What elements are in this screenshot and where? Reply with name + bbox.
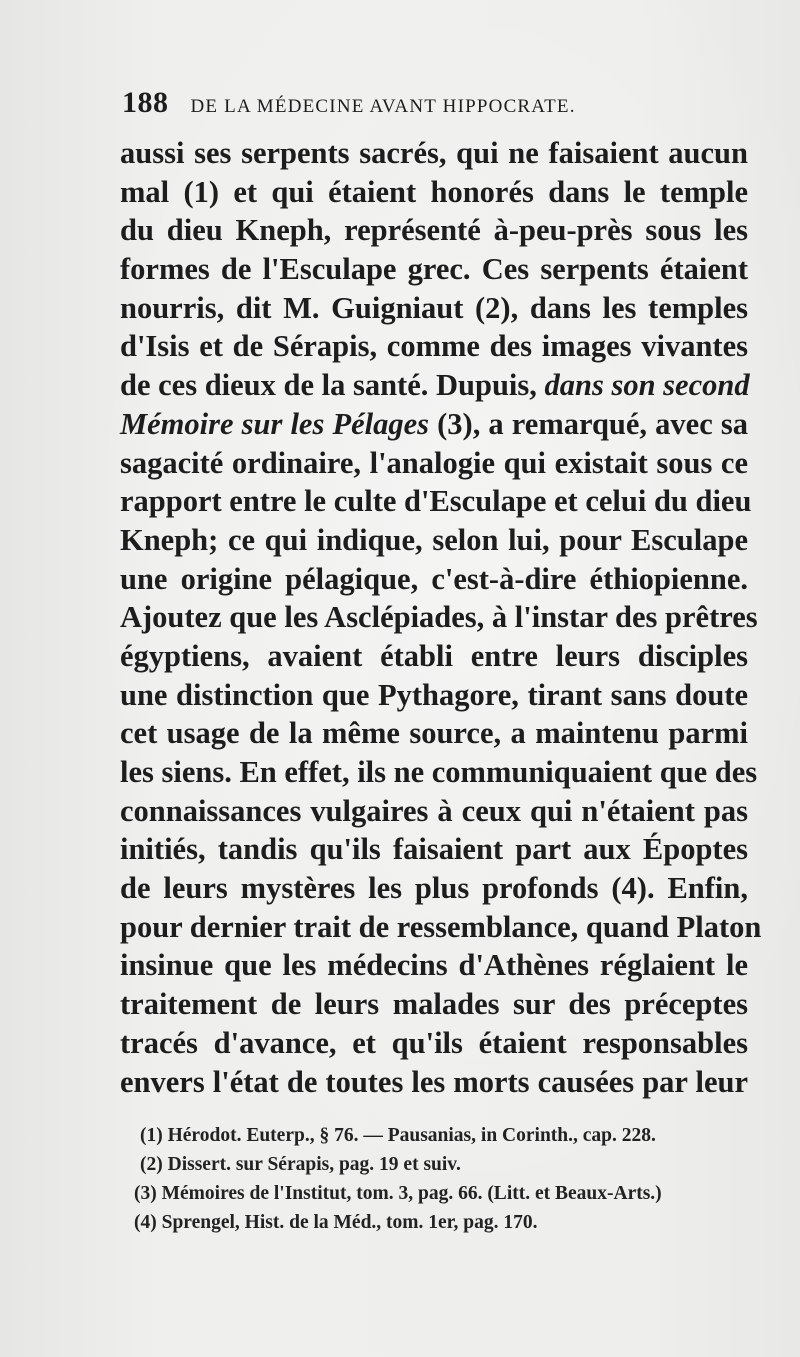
text-line-11: Kneph; ce qui indique, selon lui, pour Esculape	[120, 522, 748, 557]
running-title: DE LA MÉDECINE AVANT HIPPOCRATE.	[190, 96, 576, 117]
text-line-14: égyptiens, avaient établi entre leurs disciples	[120, 638, 748, 673]
text-line-4: formes de l'Esculape grec. Ces serpents étaient	[120, 252, 748, 287]
text-line-5: nourris, dit M. Guigniaut (2), dans les temples	[120, 290, 748, 325]
text-line-12: une origine pélagique, c'est-à-dire éthiopienne.	[120, 561, 748, 596]
text-line-23: traitement de leurs malades sur des préceptes	[120, 987, 748, 1022]
text-line-9: sagacité ordinaire, l'analogie qui existait sous ce	[120, 445, 748, 480]
text-line-24: tracés d'avance, et qu'ils étaient responsables	[120, 1025, 748, 1060]
text-line-22: insinue que les médecins d'Athènes réglaient le	[120, 948, 748, 983]
footnote-4: (4) Sprengel, Hist. de la Méd., tom. 1er, pag. 170.	[134, 1212, 538, 1233]
text-line-1: aussi ses serpents sacrés, qui ne faisaient aucun	[120, 136, 748, 170]
text-line-2: mal (1) et qui étaient honorés dans le temple	[120, 174, 748, 209]
text-line-7-roman: de ces dieux de la santé. Dupuis,	[120, 368, 537, 403]
footnote-1: (1) Hérodot. Euterp., § 76. — Pausanias, in Corinth., cap. 228.	[140, 1125, 656, 1146]
text-line-7-italic: dans son second	[544, 368, 750, 403]
text-line-8-roman: (3), a remarqué, avec sa	[437, 406, 748, 441]
text-line-21: pour dernier trait de ressemblance, quand Platon	[120, 909, 762, 944]
text-line-8	[120, 405, 748, 444]
text-line-7	[120, 366, 748, 405]
page-number: 188	[122, 86, 169, 119]
footnotes	[134, 1121, 760, 1237]
text-line-8-italic: Mémoire sur les Pélages	[120, 406, 429, 441]
text-line-3: du dieu Kneph, représenté à-peu-près sous les	[120, 213, 748, 248]
text-line-6: d'Isis et de Sérapis, comme des images vivantes	[120, 329, 748, 364]
text-line-19: initiés, tandis qu'ils faisaient part aux Époptes	[120, 832, 748, 867]
page-header	[122, 86, 762, 122]
text-line-18: connaissances vulgaires à ceux qui n'étaient pas	[120, 793, 748, 828]
text-line-17: les siens. En effet, ils ne communiquaient que des	[120, 755, 758, 789]
footnote-3: (3) Mémoires de l'Institut, tom. 3, pag. 66. (Litt. et Beaux-Arts.)	[134, 1183, 662, 1204]
main-text	[120, 134, 762, 1101]
text-line-16: cet usage de la même source, a maintenu parmi	[120, 716, 748, 751]
text-line-13: Ajoutez que les Asclépiades, à l'instar des prêtres	[120, 600, 758, 635]
footnote-2: (2) Dissert. sur Sérapis, pag. 19 et suiv.	[140, 1154, 461, 1175]
text-line-10: rapport entre le culte d'Esculape et celui du dieu	[120, 484, 752, 519]
text-line-25: envers l'état de toutes les morts causées par leur	[120, 1064, 748, 1099]
text-line-15: une distinction que Pythagore, tirant sans doute	[120, 677, 748, 712]
text-line-20: de leurs mystères les plus profonds (4). Enfin,	[120, 871, 748, 906]
